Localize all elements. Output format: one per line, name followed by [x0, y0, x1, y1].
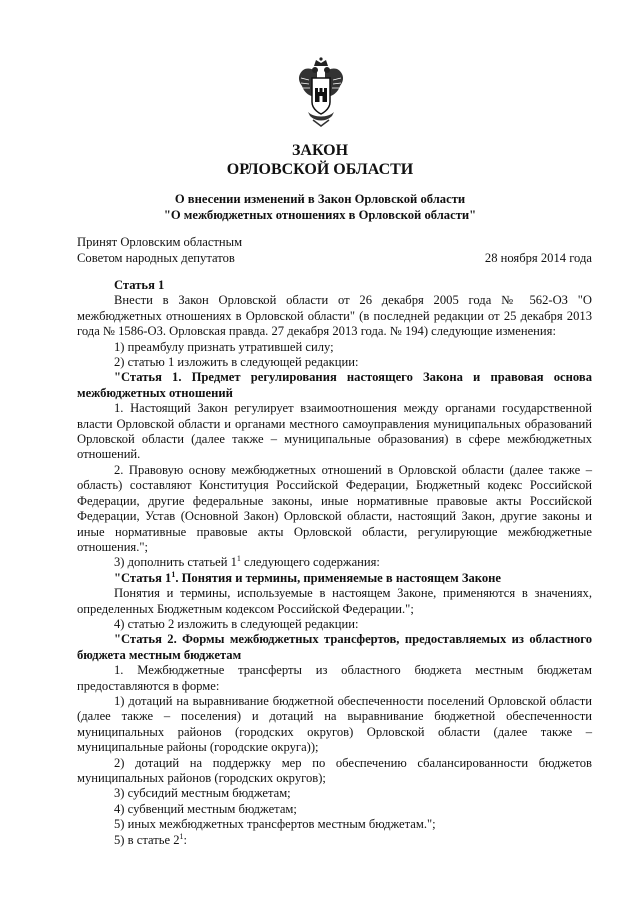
list-item: 4) субвенций местным бюджетам;	[114, 801, 297, 816]
text: 5) в статье 2	[114, 832, 180, 847]
superscript: 1	[236, 554, 241, 564]
law-subtitle-line1: О внесении изменений в Закон Орловской области	[174, 192, 466, 206]
superscript: 1	[179, 831, 184, 841]
text: 3) дополнить статьей 1	[114, 555, 237, 570]
list-item: 2) дотаций на поддержку мер по обеспечению сбалансированности бюджетов муниципальных районов (городских округов);	[77, 755, 592, 785]
list-item: 5) иных межбюджетных трансфертов местным бюджетам.";	[114, 817, 436, 832]
text: . Понятия и термины, применяемые в настоящем Законе	[175, 570, 502, 585]
adoption-line1: Принят Орловским областным	[77, 235, 243, 249]
paragraph: 1. Настоящий Закон регулирует взаимоотношения между органами государственной власти Орловской области и органами местного самоуправления муниципальных образований Орловской области (далее также – муниципальные образования) в сфере межбюджетных отношений.	[77, 401, 592, 462]
text: "Статья 1	[114, 570, 172, 585]
superscript: 1	[171, 569, 176, 579]
article-heading: Статья 1	[114, 278, 165, 292]
law-region: ОРЛОВСКОЙ ОБЛАСТИ	[226, 161, 414, 178]
list-item	[77, 833, 592, 848]
adoption-note	[77, 234, 242, 266]
list-item	[77, 555, 592, 570]
article-heading	[77, 571, 592, 586]
text: :	[183, 832, 188, 847]
coat-of-arms-icon	[296, 56, 346, 128]
text: следующего содержания:	[240, 555, 380, 570]
law-subtitle-line2: "О межбюджетных отношениях в Орловской области"	[163, 208, 477, 222]
paragraph: Внести в Закон Орловской области от 26 декабря 2005 года № 562-ОЗ "О межбюджетных отношениях в Орловской области" (в последней редакции от 25 декабря 2013 года № 1586-ОЗ. Орловская правда. 27 декабря 2013 года. № 194) следующие изменения:	[77, 293, 592, 339]
adoption-line2: Советом народных депутатов	[77, 251, 235, 265]
paragraph: 2. Правовую основу межбюджетных отношений в Орловской области (далее также – область) составляют Конституция Российской Федерации, Бюджетный кодекс Российской Федерации, другие федеральные законы, иные нормативные правовые акты Российской Федерации, Устав (Основной Закон) Орловской области, настоящий Закон, другие законы и иные нормативные правовые акты Орловской области, регулирующие межбюджетные отношения.";	[77, 462, 592, 554]
adoption-date: 28 ноября 2014 года	[484, 251, 592, 265]
paragraph: 1. Межбюджетные трансферты из областного бюджета местным бюджетам предоставляются в форме:	[77, 663, 592, 693]
law-title: ЗАКОН	[291, 142, 349, 159]
list-item: 2) статью 1 изложить в следующей редакции:	[114, 355, 359, 370]
law-body	[77, 278, 592, 848]
list-item: 3) субсидий местным бюджетам;	[114, 786, 291, 801]
list-item: 4) статью 2 изложить в следующей редакции:	[114, 616, 359, 631]
list-item: 1) дотаций на выравнивание бюджетной обеспеченности поселений Орловской области (далее также – поселения) и дотаций на выравнивание бюджетной обеспеченности муниципальных районов (городских округов) Орловской области (далее также – муниципальные районы (городские округа));	[77, 693, 592, 755]
article-heading: "Статья 1. Предмет регулирования настоящего Закона и правовая основа межбюджетных отношений	[77, 370, 592, 400]
article-heading: "Статья 2. Формы межбюджетных трансфертов, предоставляемых из областного бюджета местным бюджетам	[77, 632, 592, 662]
list-item: 1) преамбулу признать утратившей силу;	[114, 339, 334, 354]
paragraph: Понятия и термины, используемые в настоящем Законе, применяются в значениях, определенных Бюджетным кодексом Российской Федерации.";	[77, 586, 592, 616]
